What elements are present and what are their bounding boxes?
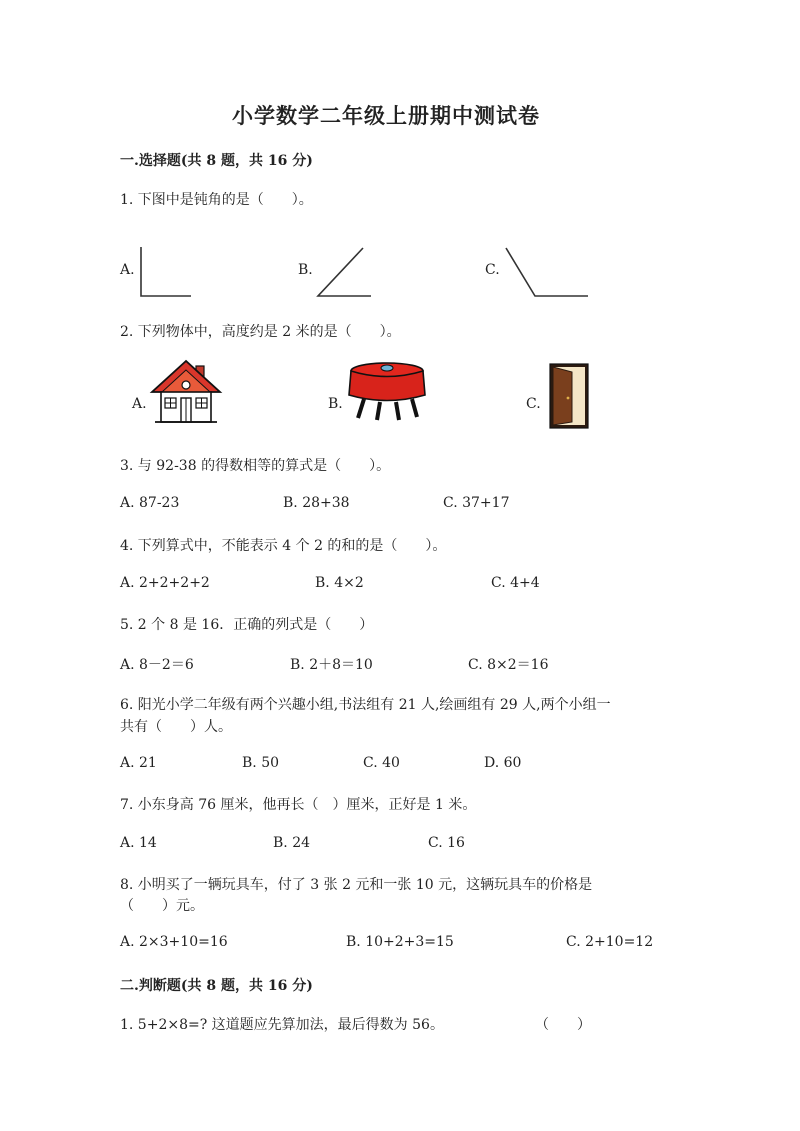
page-title: 小学数学二年级上册期中测试卷 [232,103,540,128]
judge-question-1-blank: （ ） [535,1017,591,1033]
q7-option-c: C. 16 [428,835,465,851]
q4-option-c: C. 4+4 [491,575,540,591]
q4-option-b: B. 4×2 [315,575,364,591]
q6-option-a: A. 21 [120,755,157,771]
q1-option-a-label: A. [120,262,135,278]
q3-option-c: C. 37+17 [443,495,510,511]
door-icon [548,362,590,430]
q3-option-a: A. 87-23 [120,495,180,511]
acute-angle-icon [315,245,375,300]
q5-option-a: A. 8－2＝6 [120,657,194,673]
q5-option-c: C. 8×2＝16 [468,657,549,673]
q5-option-b: B. 2＋8＝10 [290,657,373,673]
question-7: 7. 小东身高 76 厘米，他再长（ ）厘米，正好是 1 米。 [120,797,477,813]
table-icon [346,360,428,422]
question-8-line-2: （ ）元。 [120,898,204,914]
q4-option-a: A. 2+2+2+2 [120,575,210,591]
q6-option-c: C. 40 [363,755,400,771]
house-icon [150,358,222,426]
q1-option-b-label: B. [298,262,313,278]
q6-option-d: D. 60 [484,755,522,771]
q3-option-b: B. 28+38 [283,495,350,511]
section-heading-choice: 一.选择题(共 8 题，共 16 分) [120,153,313,169]
question-6-line-1: 6. 阳光小学二年级有两个兴趣小组,书法组有 21 人,绘画组有 29 人,两个小组一 [120,697,611,713]
section-heading-judge: 二.判断题(共 8 题，共 16 分) [120,978,313,994]
question-8-line-1: 8. 小明买了一辆玩具车，付了 3 张 2 元和一张 10 元，这辆玩具车的价格是 [120,877,593,893]
q8-option-a: A. 2×3+10=16 [120,934,228,950]
right-angle-icon [138,245,193,300]
question-6-line-2: 共有（ ）人。 [120,719,232,735]
question-1: 1. 下图中是钝角的是（ ）。 [120,192,313,208]
q8-option-b: B. 10+2+3=15 [346,934,454,950]
q2-option-b-label: B. [328,396,343,412]
question-4: 4. 下列算式中，不能表示 4 个 2 的和的是（ ）。 [120,538,447,554]
q2-option-a-label: A. [132,396,147,412]
q8-option-c: C. 2+10=12 [566,934,654,950]
obtuse-angle-icon [503,245,593,300]
q7-option-b: B. 24 [273,835,311,851]
q2-option-c-label: C. [526,396,541,412]
question-2: 2. 下列物体中，高度约是 2 米的是（ ）。 [120,324,401,340]
judge-question-1: 1. 5+2×8=? 这道题应先算加法，最后得数为 56。 [120,1017,444,1033]
q7-option-a: A. 14 [120,835,157,851]
q1-option-c-label: C. [485,262,500,278]
question-5: 5. 2 个 8 是 16．正确的列式是（ ） [120,617,374,633]
question-3: 3. 与 92-38 的得数相等的算式是（ ）。 [120,458,391,474]
q6-option-b: B. 50 [242,755,280,771]
